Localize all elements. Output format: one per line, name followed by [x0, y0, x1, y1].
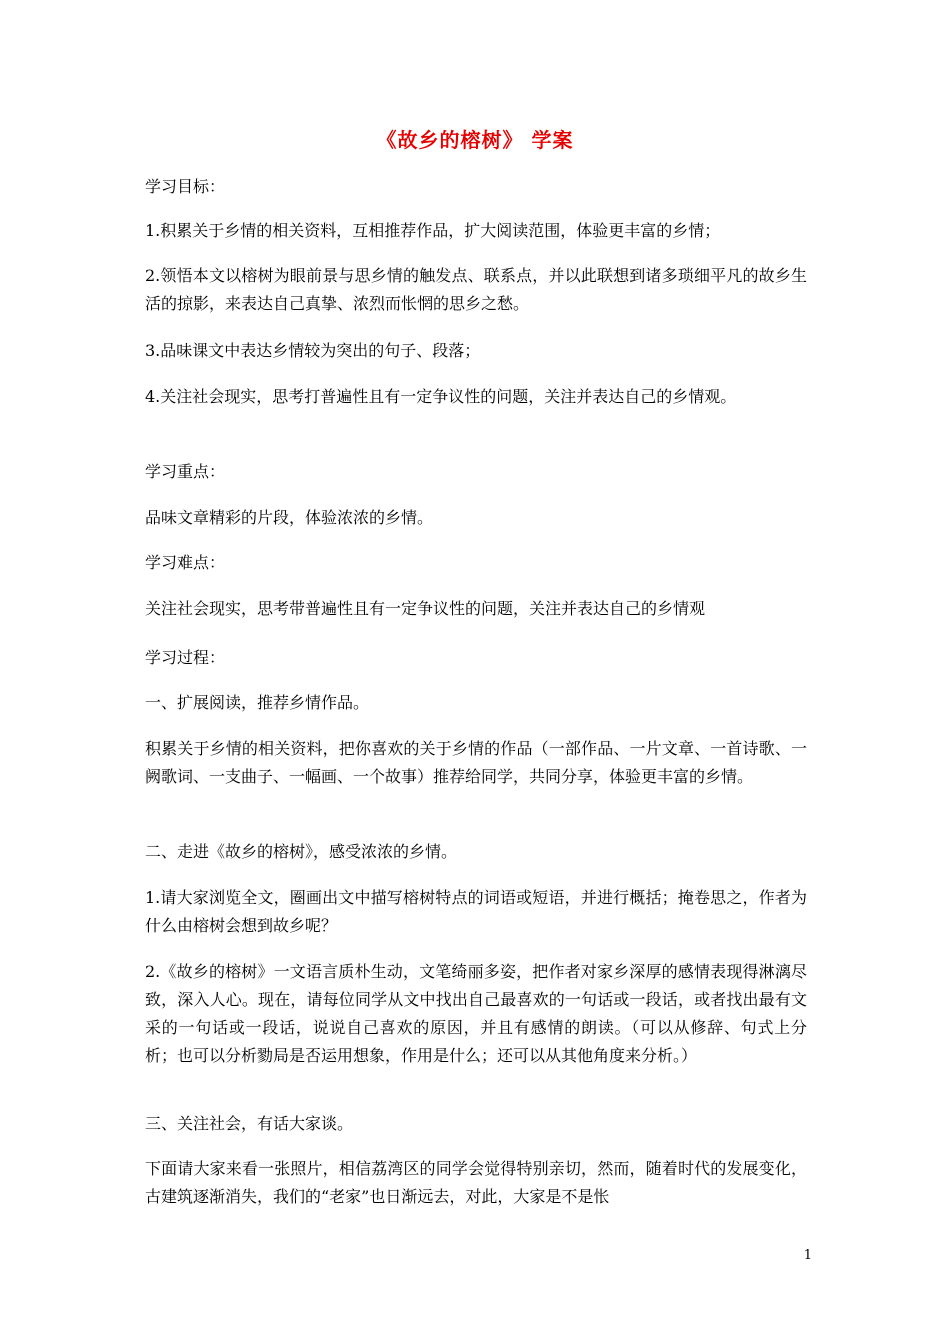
paragraph-section-1-heading: 一、扩展阅读，推荐乡情作品。 [145, 693, 370, 712]
paragraph-section-3-body: 下面请大家来看一张照片，相信荔湾区的同学会觉得特别亲切，然而，随着时代的发展变化，古建筑逐渐消失，我们的“老家”也日渐远去，对此，大家是不是怅 [145, 1159, 807, 1206]
paragraph-objective-3: 3.品味课文中表达乡情较为突出的句子、段落； [145, 341, 481, 360]
page-number: 1 [803, 1248, 812, 1263]
paragraph-key-points: 品味文章精彩的片段，体验浓浓的乡情。 [145, 508, 434, 527]
paragraph-section-2-heading: 二、走进《故乡的榕树》，感受浓浓的乡情。 [145, 842, 458, 861]
paragraph-objective-4: 4.关注社会现实，思考打普遍性且有一定争议性的问题，关注并表达自己的乡情观。 [145, 387, 737, 406]
paragraph-process-heading: 学习过程： [145, 648, 226, 667]
paragraph-key-points-heading: 学习重点： [145, 462, 226, 481]
paragraph-section-3-heading: 三、关注社会，有话大家谈。 [145, 1114, 354, 1133]
paragraph-objective-1: 1.积累关于乡情的相关资料，互相推荐作品，扩大阅读范围，体验更丰富的乡情； [145, 221, 721, 240]
paragraph-section-2-item-1: 1.请大家浏览全文，圈画出文中描写榕树特点的词语或短语，并进行概括；掩卷思之，作者为什么由榕树会想到故乡呢？ [145, 888, 807, 935]
paragraph-objectives-heading: 学习目标： [145, 177, 226, 196]
document-title: 《故乡的榕树》 学案 [376, 128, 574, 152]
paragraph-objective-2: 2.领悟本文以榕树为眼前景与思乡情的触发点、联系点，并以此联想到诸多琐细平凡的故乡生活的掠影，来表达自己真挚、浓烈而怅惘的思乡之愁。 [145, 266, 807, 313]
paragraph-difficulties-heading: 学习难点： [145, 553, 226, 572]
paragraph-section-1-body: 积累关于乡情的相关资料，把你喜欢的关于乡情的作品（一部作品、一片文章、一首诗歌、一阙歌词、一支曲子、一幅画、一个故事）推荐给同学，共同分享，体验更丰富的乡情。 [145, 739, 807, 786]
paragraph-section-2-item-2: 2.《故乡的榕树》一文语言质朴生动，文笔绮丽多姿，把作者对家乡深厚的感情表现得淋漓尽致，深入人心。现在，请每位同学从文中找出自己最喜欢的一句话或一段话，或者找出最有文采的一句话或一段话，说说自己喜欢的原因，并且有感情的朗读。（可以从修辞、句式上分析；也可以分析勠局是否运用想象，作用是什么；还可以从其他角度来分析。） [145, 962, 807, 1065]
paragraph-difficulties: 关注社会现实，思考带普遍性且有一定争议性的问题，关注并表达自己的乡情观 [145, 599, 706, 618]
